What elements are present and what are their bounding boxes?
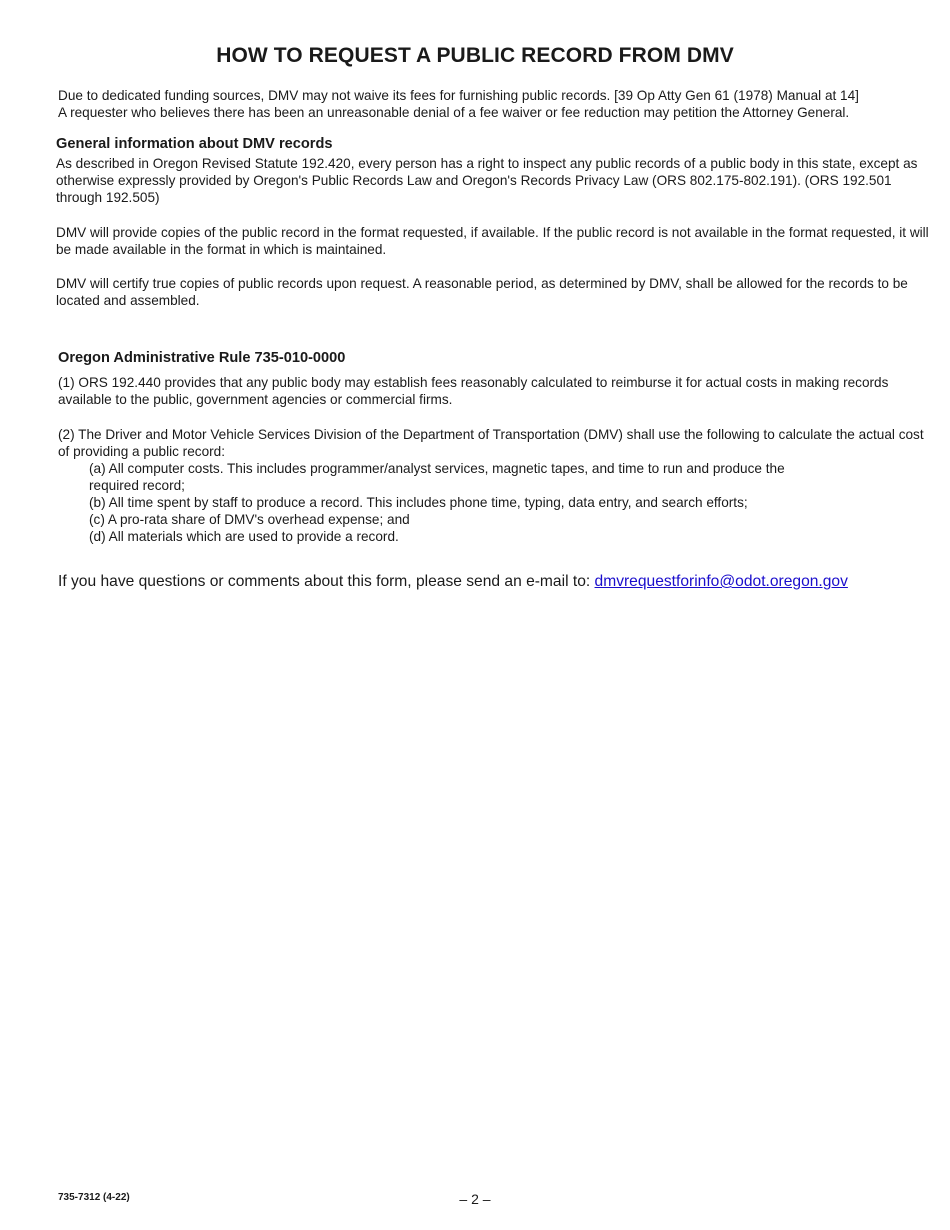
contact-email-link[interactable]: dmvrequestforinfo@odot.oregon.gov	[594, 573, 848, 590]
oar-cost-list	[89, 460, 809, 545]
general-info-paragraph-3: DMV will certify true copies of public records upon request. A reasonable period, as determined by DMV, shall be allowed for the records to be located and assembled.	[56, 276, 908, 308]
page-title: HOW TO REQUEST A PUBLIC RECORD FROM DMV	[216, 44, 734, 67]
general-info-heading: General information about DMV records	[56, 136, 333, 152]
general-info-paragraph-2: DMV will provide copies of the public record in the format requested, if available. If the public record is not available in the format requested, it will be made available in the format in which is maintained.	[56, 225, 929, 257]
list-item: (a) All computer costs. This includes programmer/analyst services, magnetic tapes, and time to run and produce the required record;	[89, 461, 785, 493]
intro-paragraph	[58, 87, 938, 121]
intro-line-1: Due to dedicated funding sources, DMV may not waive its fees for furnishing public records. [39 Op Atty Gen 61 (1978) Manual at 14]	[58, 88, 859, 103]
contact-text: If you have questions or comments about this form, please send an e-mail to:	[58, 573, 595, 590]
list-item: (d) All materials which are used to provide a record.	[89, 529, 399, 544]
form-number: 735-7312 (4-22)	[58, 1192, 130, 1203]
oar-paragraph-1: (1) ORS 192.440 provides that any public body may establish fees reasonably calculated to reimburse it for actual costs in making records available to the public, government agencies or commercial firms.	[58, 375, 889, 407]
list-item: (c) A pro-rata share of DMV's overhead expense; and	[89, 512, 410, 527]
contact-line	[58, 572, 848, 592]
oar-paragraph-2: (2) The Driver and Motor Vehicle Services Division of the Department of Transportation (DMV) shall use the following to calculate the actual cost of providing a public record:	[58, 427, 924, 459]
page-number: – 2 –	[459, 1191, 491, 1207]
intro-line-2: A requester who believes there has been an unreasonable denial of a fee waiver or fee reduction may petition the Attorney General.	[58, 105, 850, 120]
general-info-paragraph-1: As described in Oregon Revised Statute 192.420, every person has a right to inspect any public records of a public body in this state, except as otherwise expressly provided by Oregon's Public Records Law and Oregon's Records Privacy Law (ORS 802.175-802.191). (ORS 192.501 through 192.505)	[56, 156, 918, 205]
list-item: (b) All time spent by staff to produce a record. This includes phone time, typing, data entry, and search efforts;	[89, 495, 748, 510]
oar-heading: Oregon Administrative Rule 735-010-0000	[58, 350, 346, 366]
